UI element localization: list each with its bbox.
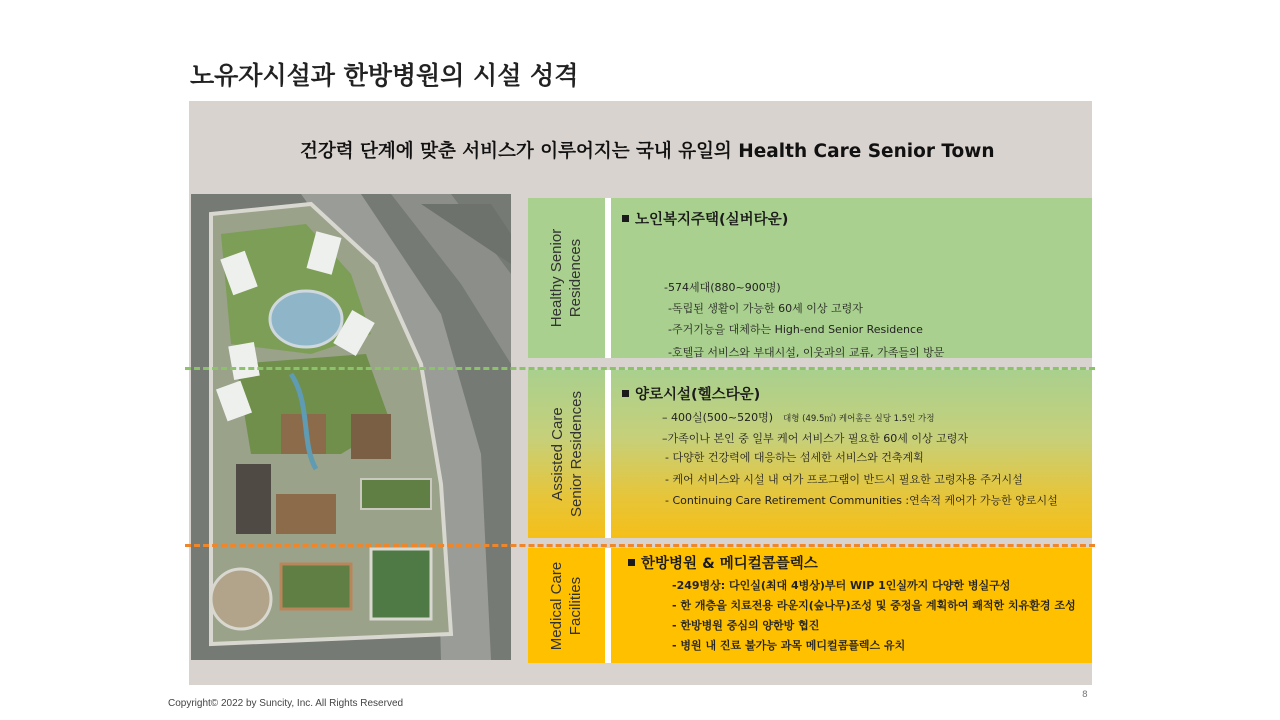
site-plan-drawing xyxy=(191,194,511,660)
section-2-line: - 케어 서비스와 시설 내 여가 프로그램이 반드시 필요한 고령자용 주거시설 xyxy=(665,473,1023,486)
section-1-label-gap xyxy=(605,198,611,358)
subtitle: 건강력 단계에 맞춘 서비스가 이루어지는 국내 유일의 Health Care Senior Town xyxy=(300,141,995,162)
bullet-icon xyxy=(628,559,635,566)
section-3-heading: 한방병원 & 메디컬콤플렉스 xyxy=(628,552,818,573)
slide-title: 노유자시설과 한방병원의 시설 성격 xyxy=(190,61,579,90)
section-1-line: -574세대(880~900명) xyxy=(664,281,781,294)
section-2-heading: 양로시설(헬스타운) xyxy=(622,383,760,404)
section-2-line: –가족이나 본인 중 일부 케어 서비스가 필요한 60세 이상 고령자 xyxy=(662,432,968,445)
section-3-label-gap xyxy=(605,548,611,663)
section-3-line: - 병원 내 진료 불가능 과목 메디컬콤플렉스 유치 xyxy=(672,639,906,652)
section-1-line: -독립된 생활이 가능한 60세 이상 고령자 xyxy=(668,302,863,315)
section-3-line: - 한방병원 중심의 양한방 협진 xyxy=(672,619,820,632)
green-dashed-divider xyxy=(185,367,1095,370)
section-2-line: - 다양한 건강력에 대응하는 섬세한 서비스와 건축계획 xyxy=(665,451,924,464)
section-3-label: Medical Care Facilities xyxy=(548,561,585,650)
site-plan-image xyxy=(191,194,511,660)
section-2-line: – 400실(500~520명) 대형 (49.5㎡) 케어홈은 실당 1.5인 가정 xyxy=(662,411,935,424)
section-2-label: Assisted Care Senior Residences xyxy=(548,391,585,517)
bullet-icon xyxy=(622,390,629,397)
section-3-line: -249병상: 다인실(최대 4병상)부터 WIP 1인실까지 다양한 병실구성 xyxy=(672,579,1011,592)
orange-dashed-divider xyxy=(185,544,1095,547)
section-3-line: - 한 개층을 치료전용 라운지(숲나무)조성 및 중정을 계획하여 쾌적한 치유환경 조성 xyxy=(672,599,1076,612)
section-1-heading: 노인복지주택(실버타운) xyxy=(622,208,788,229)
bullet-icon xyxy=(622,215,629,222)
copyright-text: Copyright© 2022 by Suncity, Inc. All Rights Reserved xyxy=(168,698,404,709)
section-1-label: Healthy Senior Residences xyxy=(548,228,585,328)
section-2-label-gap xyxy=(605,370,611,538)
section-2-line: - Continuing Care Retirement Communities :연속적 케어가 가능한 양로시설 xyxy=(665,494,1058,507)
section-1-line: -주거기능을 대체하는 High-end Senior Residence xyxy=(668,323,923,336)
section-2-note: 대형 (49.5㎡) 케어홈은 실당 1.5인 가정 xyxy=(783,414,935,424)
page-number: 8 xyxy=(1082,690,1088,700)
section-1-line: -호텔급 서비스와 부대시설, 이웃과의 교류, 가족들의 방문 xyxy=(668,346,945,359)
